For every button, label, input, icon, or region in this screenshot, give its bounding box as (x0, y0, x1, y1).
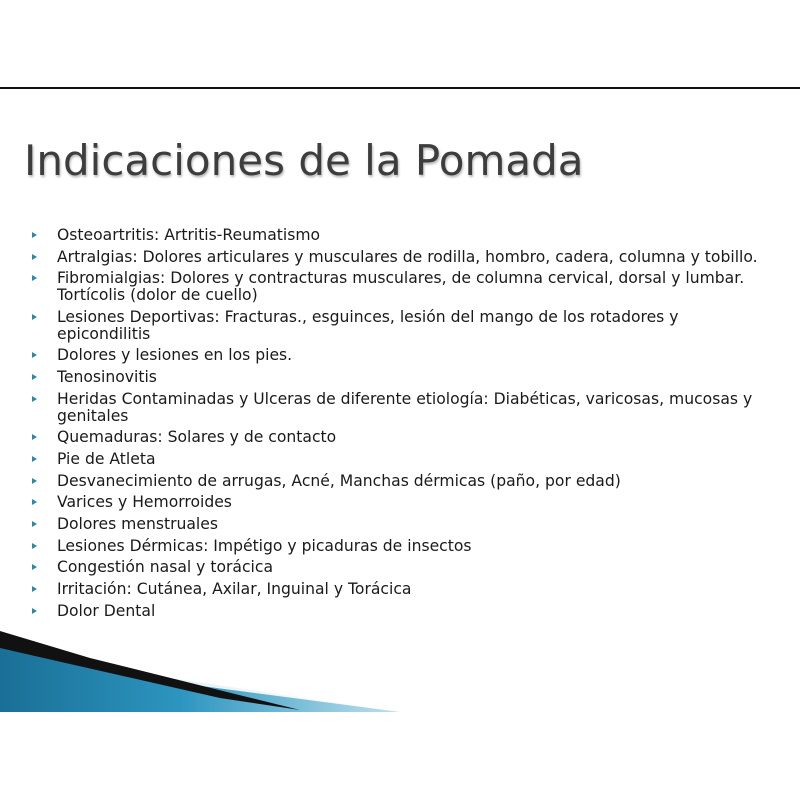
list-item-text: Fibromialgias: Dolores y contracturas musculares, de columna cervical, dorsal y lumbar. Tortícolis (dolor de cuello) (57, 269, 745, 305)
triangle-bullet-icon (32, 434, 37, 440)
list-item-text: Dolor Dental (57, 601, 156, 620)
triangle-bullet-icon (32, 499, 37, 505)
list-item-text: Lesiones Dérmicas: Impétigo y picaduras de insectos (57, 536, 472, 555)
triangle-bullet-icon (32, 521, 37, 527)
list-item-text: Heridas Contaminadas y Ulceras de diferente etiología: Diabéticas, varicosas, mucosas y genitales (57, 389, 753, 425)
list-item (30, 494, 775, 511)
triangle-bullet-icon (32, 275, 37, 281)
list-item-text: Artralgias: Dolores articulares y musculares de rodilla, hombro, cadera, columna y tobillo. (57, 247, 758, 266)
list-item-text: Quemaduras: Solares y de contacto (57, 428, 337, 447)
triangle-bullet-icon (32, 478, 37, 484)
list-item-text: Dolores menstruales (57, 514, 218, 533)
list-item-text: Tenosinovitis (57, 368, 157, 387)
list-item (30, 227, 775, 244)
list-item-text: Congestión nasal y torácica (57, 558, 274, 577)
list-item (30, 603, 775, 620)
list-item-text: Pie de Atleta (57, 449, 156, 468)
list-item (30, 309, 775, 343)
list-item (30, 473, 775, 490)
list-item (30, 538, 775, 555)
list-item (30, 581, 775, 598)
list-item-text: Varices y Hemorroides (57, 493, 232, 512)
list-item (30, 559, 775, 576)
triangle-bullet-icon (32, 564, 37, 570)
triangle-bullet-icon (32, 586, 37, 592)
list-item-text: Lesiones Deportivas: Fracturas., esguinces, lesión del mango de los rotadores y epicondilitis (57, 307, 679, 343)
triangle-bullet-icon (32, 374, 37, 380)
slide-decoration (0, 622, 800, 712)
list-item (30, 249, 775, 266)
indications-list (30, 227, 775, 624)
list-item (30, 516, 775, 533)
triangle-bullet-icon (32, 314, 37, 320)
triangle-bullet-icon (32, 232, 37, 238)
slide-title: Indicaciones de la Pomada (24, 136, 584, 185)
triangle-bullet-icon (32, 608, 37, 614)
list-item (30, 451, 775, 468)
list-item-text: Dolores y lesiones en los pies. (57, 346, 293, 365)
list-item (30, 270, 775, 304)
list-item-text: Osteoartritis: Artritis-Reumatismo (57, 226, 321, 244)
triangle-bullet-icon (32, 254, 37, 260)
triangle-bullet-icon (32, 352, 37, 358)
list-item (30, 391, 775, 425)
list-item (30, 369, 775, 386)
triangle-bullet-icon (32, 456, 37, 462)
list-item-text: Irritación: Cutánea, Axilar, Inguinal y Torácica (57, 580, 412, 599)
triangle-bullet-icon (32, 396, 37, 402)
triangle-bullet-icon (32, 543, 37, 549)
list-item (30, 429, 775, 446)
list-item-text: Desvanecimiento de arrugas, Acné, Manchas dérmicas (paño, por edad) (57, 471, 621, 490)
slide (0, 89, 800, 712)
list-item (30, 347, 775, 364)
